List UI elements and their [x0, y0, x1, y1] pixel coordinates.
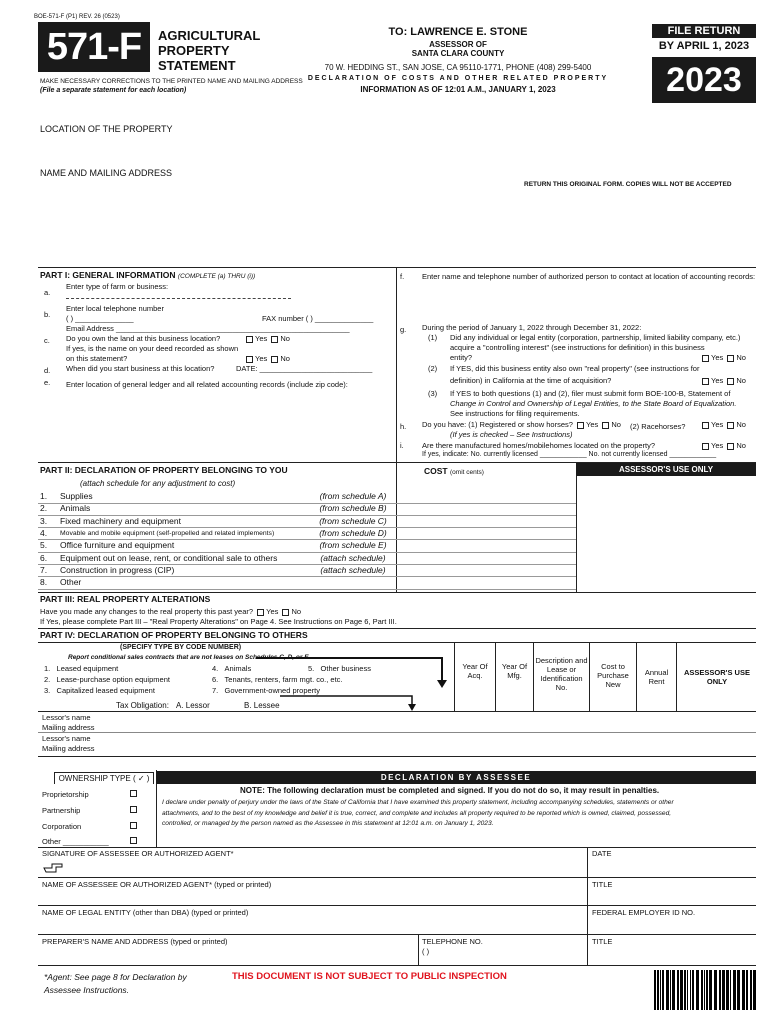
ownership-proprietorship: Proprietorship [42, 790, 89, 799]
racehorses-label: (2) Racehorses? [630, 422, 686, 431]
row-number: 2. [40, 503, 48, 514]
title-label[interactable]: TITLE [592, 880, 613, 889]
col-year-acq: Year Of Acq. [462, 662, 488, 680]
deed-label-2: on this statement? [66, 354, 128, 363]
date-input[interactable] [592, 860, 752, 876]
signature-input[interactable] [42, 860, 582, 876]
name-label: NAME AND MAILING ADDRESS [40, 168, 173, 178]
horses-question: Do you have: (1) Registered or show horses? Yes No [422, 420, 621, 429]
signature-label: SIGNATURE OF ASSESSEE OR AUTHORIZED AGENT* [42, 849, 234, 858]
row-label: Supplies [60, 491, 93, 501]
part3-heading: PART III: REAL PROPERTY ALTERATIONS [40, 594, 211, 604]
telephone-input[interactable]: ( ) [422, 947, 430, 956]
phone-input[interactable]: ( ) ______________ [66, 314, 134, 323]
info-as-of: INFORMATION AS OF 12:01 A.M., JANUARY 1, 2023 [360, 85, 556, 94]
item-i-label: i. [400, 441, 404, 450]
declaration-note: NOTE: The following declaration must be completed and signed. If you do not do so, it may result in penalties. [240, 786, 660, 795]
deed-checkboxes[interactable]: Yes No [244, 354, 290, 363]
col-year-mfg: Year Of Mfg. [501, 662, 528, 680]
assessor-use-header: ASSESSOR'S USE ONLY [576, 463, 756, 476]
part2-row [40, 565, 332, 575]
tax-lessor: A. Lessor [176, 701, 210, 710]
code-6: 6. Tenants, renters, farm mgt. co., etc. [212, 675, 343, 684]
lessor-name-label[interactable]: Lessor's name [42, 713, 91, 722]
assessor-address: 70 W. HEDDING ST., SAN JOSE, CA 95110-1771, PHONE (408) 299-5400 [324, 63, 592, 72]
g1-text-2: acquire a "controlling interest" (see instructions for definition) in this business [450, 343, 705, 352]
farm-type-label: Enter type of farm or business: [66, 282, 169, 291]
schedule-ref: (from schedule C) [319, 515, 387, 526]
part1-heading: PART I: GENERAL INFORMATION (COMPLETE (a) THRU (i)) [40, 270, 256, 280]
g2-checkboxes[interactable]: Yes No [700, 376, 746, 385]
horses-note: (If yes is checked – See Instructions) [450, 430, 573, 439]
partnership-checkbox[interactable] [130, 806, 137, 813]
g2-text: If YES, did this business entity also own "real property" (see instructions for [450, 364, 700, 373]
row-label: Equipment out on lease, rent, or conditional sale to others [60, 552, 278, 563]
email-input[interactable]: Email Address ________________________________________________________ [66, 324, 350, 333]
declaration-line-1: I declare under penalty of perjury under the laws of the State of California that I have examined this property statement, including accompanying schedules, statements or other [162, 799, 674, 806]
col-assessor-use: ASSESSOR'S USE ONLY [684, 668, 750, 686]
corrections-note: MAKE NECESSARY CORRECTIONS TO THE PRINTED NAME AND MAILING ADDRESS [40, 78, 303, 85]
part2-row [40, 503, 332, 513]
specify-code: (SPECIFY TYPE BY CODE NUMBER) [120, 644, 242, 651]
ledger-location-label: Enter location of general ledger and all related accounting records (include zip code): [66, 380, 348, 389]
alterations-note: If Yes, please complete Part III – "Real Property Alterations" on Page 4. See Instructions on Page 6, Part III. [40, 617, 397, 626]
row-label: Office furniture and equipment [60, 540, 175, 551]
mobilehomes-question: Are there manufactured homes/mobilehomes located on the property? [422, 441, 656, 450]
agent-note-1: *Agent: See page 8 for Declaration by [44, 972, 187, 982]
start-date-input[interactable]: DATE: ___________________________ [236, 364, 373, 373]
g3-text-2: Change in Control and Ownership of Legal Entities, to the State Board of Equalization. [450, 399, 737, 408]
code-3: 3. Capitalized leased equipment [44, 686, 155, 695]
preparer-label[interactable]: PREPARER'S NAME AND ADDRESS (typed or printed) [42, 937, 228, 946]
cost-input[interactable] [398, 565, 574, 576]
racehorse-checkboxes[interactable]: Yes No [700, 420, 746, 429]
g2-num: (2) [428, 364, 438, 373]
barcode-icon [652, 968, 760, 1012]
farm-type-input[interactable] [66, 298, 291, 299]
g1-num: (1) [428, 333, 438, 342]
schedule-ref: (from schedule A) [319, 491, 387, 501]
proprietorship-checkbox[interactable] [130, 790, 137, 797]
mailing-label[interactable]: Mailing address [42, 723, 95, 732]
due-date: BY APRIL 1, 2023 [658, 40, 750, 52]
mobilehome-checkboxes[interactable]: Yes No [700, 441, 746, 450]
col-annual-rent: Annual Rent [644, 668, 669, 686]
year-badge: 2023 [652, 57, 756, 103]
fein-label[interactable]: FEDERAL EMPLOYER ID NO. [592, 908, 696, 917]
location-label: LOCATION OF THE PROPERTY [40, 124, 173, 134]
row-label: Animals [60, 503, 91, 514]
file-return: FILE RETURN [652, 24, 756, 38]
ownership-other: Other ___________ [42, 837, 109, 846]
agent-note-2: Assessee Instructions. [44, 985, 130, 995]
arrow-down-icon-2 [408, 704, 416, 711]
own-land-checkboxes[interactable]: Yes No [244, 334, 290, 343]
title-line-1: AGRICULTURAL [158, 28, 261, 43]
item-g-label: g. [400, 325, 407, 334]
form-id: BOE-571-F (P1) REV. 26 (0523) [34, 14, 120, 20]
to-assessor: TO: LAWRENCE E. STONE [388, 26, 528, 38]
part2-row [40, 491, 332, 501]
county: SANTA CLARA COUNTY [411, 49, 505, 58]
agent-note [44, 972, 187, 995]
row-number: 4. [40, 527, 48, 538]
g1-text-3: entity? [450, 353, 473, 362]
title-line-3: STATEMENT [158, 58, 236, 73]
schedule-ref: (from schedule E) [319, 540, 387, 551]
assessor-of: ASSESSOR OF [429, 40, 487, 49]
g1-checkboxes[interactable]: Yes No [700, 353, 746, 362]
row-label: Movable and mobile equipment (self-propelled and related implements) [60, 529, 275, 537]
own-land-label: Do you own the land at this business location? [66, 334, 221, 343]
declaration-header: DECLARATION BY ASSESSEE [156, 771, 756, 784]
agent-name-label[interactable]: NAME OF ASSESSEE OR AUTHORIZED AGENT* (typed or printed) [42, 880, 272, 889]
part4-heading: PART IV: DECLARATION OF PROPERTY BELONGING TO OTHERS [40, 630, 308, 640]
item-d-label: d. [44, 366, 51, 375]
cost-input[interactable] [398, 503, 574, 514]
g3-text-3: See instructions for filing requirements. [450, 409, 580, 418]
arrow-down-icon [437, 680, 447, 688]
part2-row [40, 528, 332, 539]
date-label: DATE [592, 849, 612, 858]
alterations-question[interactable]: Have you made any changes to the real property this past year? Yes No [40, 607, 302, 616]
schedule-ref: (from schedule D) [319, 527, 387, 538]
g3-text: If YES to both questions (1) and (2), filer must submit form BOE-100-B, Statement of [450, 389, 731, 398]
cost-input[interactable] [398, 528, 574, 539]
item-b-label: b. [44, 310, 51, 319]
item-e-label: e. [44, 378, 51, 387]
declaration-line-2: attachments, and to the best of my knowledge and belief it is true, correct, and complete and includes all property required to be reported which is owned, claimed, possessed, [162, 809, 672, 817]
row-label: Construction in progress (CIP) [60, 564, 175, 575]
row-number: 6. [40, 552, 48, 563]
legal-entity-label[interactable]: NAME OF LEGAL ENTITY (other than DBA) (typed or printed) [42, 908, 249, 917]
lessor-name-label-2[interactable]: Lessor's name [42, 734, 91, 743]
cost-input[interactable] [398, 540, 574, 551]
corporation-checkbox[interactable] [130, 822, 137, 829]
cost-input[interactable] [398, 577, 574, 588]
row-number: 3. [40, 515, 48, 526]
row-number: 8. [40, 577, 48, 588]
separate-note: (File a separate statement for each location) [40, 87, 187, 94]
form-number: 571-F [38, 22, 150, 72]
telephone-label[interactable]: TELEPHONE NO. [422, 937, 483, 946]
row-number: 1. [40, 491, 48, 501]
row-label: Fixed machinery and equipment [60, 515, 181, 526]
not-public-notice: THIS DOCUMENT IS NOT SUBJECT TO PUBLIC INSPECTION [232, 971, 507, 982]
part2-heading: PART II: DECLARATION OF PROPERTY BELONGING TO YOU [40, 465, 288, 475]
part2-subtitle: (attach schedule for any adjustment to cost) [80, 479, 236, 488]
schedule-ref: (from schedule B) [319, 503, 387, 514]
g1-text: Did any individual or legal entity (corporation, partnership, limited liability company, etc.) [450, 333, 741, 342]
col-description: Description and Lease or Identification No. [535, 656, 588, 692]
part2-row [40, 577, 332, 587]
preparer-title-label[interactable]: TITLE [592, 937, 613, 946]
part2-row [40, 553, 332, 563]
schedule-ref: (attach schedule) [320, 552, 386, 563]
return-original: RETURN THIS ORIGINAL FORM. COPIES WILL NOT BE ACCEPTED [524, 181, 732, 188]
col-cost: Cost to Purchase New [597, 662, 629, 689]
declaration-line-3: controlled, or managed by the person named as the Assessee in this statement at 12:01 a.m. on January 1, 2023. [162, 820, 494, 827]
row-number: 5. [40, 540, 48, 551]
tax-obligation-label: Tax Obligation: [116, 701, 169, 710]
cost-input[interactable] [398, 491, 574, 502]
code-4: 4. Animals [212, 664, 252, 673]
g2-text-2: definition) in California at the time of acquisition? [450, 376, 612, 385]
item-c-label: c. [44, 336, 50, 345]
licensed-counts: If yes, indicate: No. currently licensed ____________ No. not currently licensed ____________ [422, 451, 717, 458]
row-label: Other [60, 577, 82, 588]
row-number: 7. [40, 564, 48, 575]
fax-input[interactable]: FAX number ( ) ______________ [262, 314, 374, 323]
cost-input[interactable] [398, 516, 574, 527]
tax-lessee: B. Lessee [244, 701, 280, 710]
part2-row [40, 540, 332, 550]
report-note: Report conditional sales contracts that are not leases on Schedules C, D, or E [68, 654, 309, 661]
declaration-heading: DECLARATION OF COSTS AND OTHER RELATED PROPERTY [307, 75, 609, 82]
schedule-ref: (attach schedule) [320, 564, 386, 575]
cost-heading: COST (omit cents) [424, 466, 484, 476]
cost-input[interactable] [398, 553, 574, 564]
ownership-corporation: Corporation [42, 822, 82, 831]
mailing-label-2[interactable]: Mailing address [42, 744, 95, 753]
period-label: During the period of January 1, 2022 through December 31, 2022: [422, 323, 642, 332]
form-title [158, 28, 260, 73]
ownership-title: OWNERSHIP TYPE ( ✓ ) [54, 772, 154, 784]
title-line-2: PROPERTY [158, 43, 230, 58]
start-date-label: When did you start business at this location? [66, 364, 215, 373]
item-a-label: a. [44, 288, 51, 297]
code-5: 5. Other business [308, 664, 371, 673]
phone-label: Enter local telephone number [66, 304, 164, 313]
item-f-label: f. [400, 272, 405, 281]
other-checkbox[interactable] [130, 837, 137, 844]
code-1: 1. Leased equipment [44, 664, 119, 673]
g3-num: (3) [428, 389, 438, 398]
declaration-text [162, 798, 674, 830]
code-2: 2. Lease-purchase option equipment [44, 675, 170, 684]
deed-label: If yes, is the name on your deed recorded as shown [66, 344, 239, 353]
contact-person-label: Enter name and telephone number of authorized person to contact at location of accounting records: [422, 272, 756, 281]
part2-row [40, 516, 332, 526]
item-h-label: h. [400, 422, 407, 431]
ownership-partnership: Partnership [42, 806, 81, 815]
code-7: 7. Government-owned property [212, 686, 320, 695]
